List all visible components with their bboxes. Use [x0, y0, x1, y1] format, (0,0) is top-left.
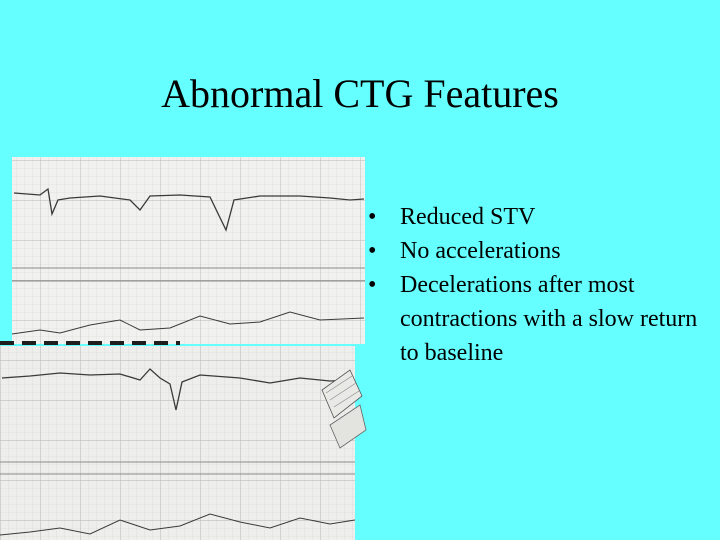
ctg-paper-fragment	[322, 370, 366, 448]
bullet-item	[366, 268, 706, 370]
ctg-strip-upper	[12, 157, 365, 344]
bullet-item	[366, 200, 706, 234]
bullet-text: Decelerations after most contractions with a slow return to baseline	[400, 272, 698, 366]
ctg-strip-lower	[0, 346, 355, 540]
bullet-marker: •	[368, 238, 377, 264]
bullet-text: Reduced STV	[400, 204, 536, 230]
bullet-text: No accelerations	[400, 238, 561, 264]
bullet-list	[366, 200, 706, 370]
slide-title: Abnormal CTG Features	[161, 71, 559, 116]
bullet-item	[366, 234, 706, 268]
bullet-marker: •	[368, 272, 377, 298]
bullet-marker: •	[368, 204, 377, 230]
